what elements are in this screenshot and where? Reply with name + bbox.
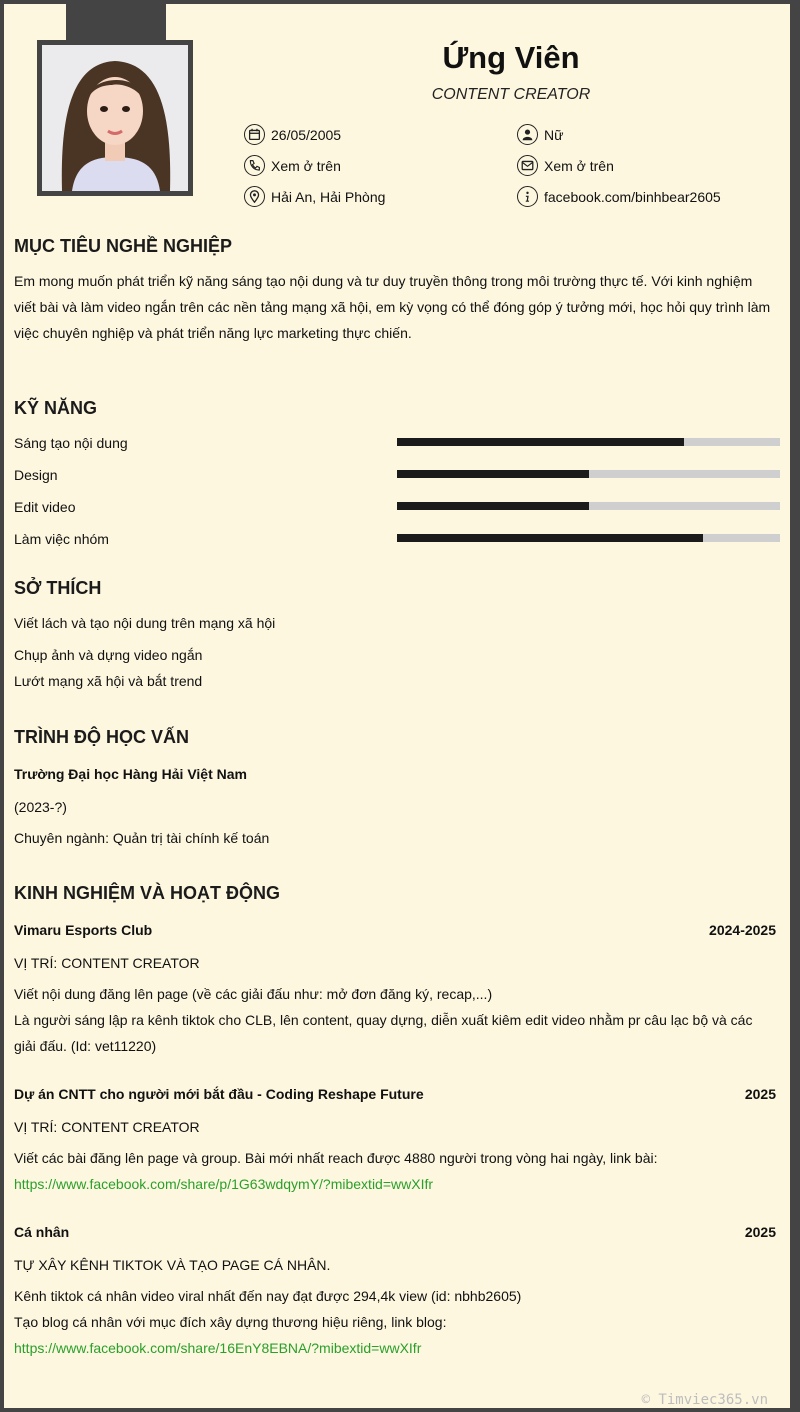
info-website-value: facebook.com/binhbear2605: [544, 188, 721, 205]
skill-name: Làm việc nhóm: [14, 531, 109, 547]
skill-bar-fill: [397, 470, 589, 478]
hobby-item: Viết lách và tạo nội dung trên mạng xã hội: [14, 615, 276, 631]
skill-bar: [397, 470, 780, 478]
info-phone: [244, 155, 341, 176]
experience-link[interactable]: https://www.facebook.com/share/p/1G63wdqymY/?mibextid=wwXIfr: [14, 1176, 434, 1192]
info-gender: [517, 124, 563, 145]
experience-position: VỊ TRÍ: CONTENT CREATOR: [14, 1119, 200, 1135]
experience-detail: Kênh tiktok cá nhân video viral nhất đến nay đạt được 294,4k view (id: nbhb2605): [14, 1288, 522, 1304]
skill-bar-fill: [397, 534, 703, 542]
skill-bar-fill: [397, 502, 589, 510]
skill-name: Design: [14, 467, 58, 483]
info-phone-value: Xem ở trên: [271, 157, 341, 174]
experience-year: 2025: [744, 1086, 776, 1102]
experience-detail: Tạo blog cá nhân với mục đích xây dựng thương hiệu riêng, link blog:: [14, 1314, 447, 1330]
section-title-experience: KINH NGHIỆM VÀ HOẠT ĐỘNG: [14, 883, 281, 903]
phone-icon: [244, 155, 265, 176]
calendar-icon: [244, 124, 265, 145]
experience-link[interactable]: https://www.facebook.com/share/16EnY8EBNA/?mibextid=wwXIfr: [14, 1340, 422, 1356]
hobby-item: Lướt mạng xã hội và bắt trend: [14, 673, 203, 689]
section-title-education: TRÌNH ĐỘ HỌC VẤN: [14, 727, 189, 747]
info-address-value: Hải An, Hải Phòng: [271, 188, 386, 205]
user-icon: [517, 124, 538, 145]
location-icon: [244, 186, 265, 207]
skill-bar: [397, 534, 780, 542]
candidate-role: CONTENT CREATOR: [431, 86, 591, 103]
experience-org: Cá nhân: [14, 1224, 70, 1240]
info-address: [244, 186, 385, 207]
header-tab-decoration: [66, 4, 166, 42]
section-title-skills: KỸ NĂNG: [14, 398, 98, 418]
watermark: © Timviec365.vn: [641, 1392, 768, 1408]
info-email-value: Xem ở trên: [544, 157, 614, 174]
skill-bar: [397, 438, 780, 446]
experience-org: Vimaru Esports Club: [14, 922, 153, 938]
experience-year: 2024-2025: [709, 922, 776, 938]
info-icon: [517, 186, 538, 207]
experience-detail: Là người sáng lập ra kênh tiktok cho CLB, lên content, quay dựng, diễn xuất kiêm edit video nhằm pr câu lạc bộ và các giải đấu. (Id: vet11220): [14, 1012, 753, 1054]
education-major: Chuyên ngành: Quản trị tài chính kế toán: [14, 830, 270, 846]
section-title-objective: MỤC TIÊU NGHỀ NGHIỆP: [14, 236, 233, 256]
skill-bar-fill: [397, 438, 684, 446]
email-icon: [517, 155, 538, 176]
candidate-name: Ứng Viên: [442, 40, 580, 75]
experience-org: Dự án CNTT cho người mới bắt đầu - Coding Reshape Future: [14, 1086, 424, 1102]
info-website: [517, 186, 721, 207]
skill-name: Edit video: [14, 499, 76, 515]
skill-bar: [397, 502, 780, 510]
info-dob-value: 26/05/2005: [271, 126, 342, 143]
section-title-hobbies: SỞ THÍCH: [14, 578, 102, 598]
experience-detail: Viết các bài đăng lên page và group. Bài mới nhất reach được 4880 người trong vòng hai ngày, link bài:: [14, 1150, 658, 1166]
info-email: [517, 155, 614, 176]
hobby-item: Chụp ảnh và dựng video ngắn: [14, 647, 203, 663]
info-gender-value: Nữ: [544, 126, 564, 143]
experience-year: 2025: [744, 1224, 776, 1240]
info-dob: [244, 124, 341, 145]
experience-detail: Viết nội dung đăng lên page (về các giải đấu như: mở đơn đăng ký, recap,...): [14, 986, 493, 1002]
education-school: Trường Đại học Hàng Hải Việt Nam: [14, 766, 247, 782]
objective-text: Em mong muốn phát triển kỹ năng sáng tạo nội dung và tư duy truyền thông trong môi trường thực tế. Với kinh nghiệm viết bài và làm video ngắn trên các nền tảng mạng xã hội, em kỳ vọng có thể đóng góp ý tưởng mới, học hỏi quy trình làm việc chuyên nghiệp và phát triển năng lực marketing thực chiến.: [14, 273, 771, 341]
experience-position: TỰ XÂY KÊNH TIKTOK VÀ TẠO PAGE CÁ NHÂN.: [14, 1257, 331, 1273]
education-years: (2023-?): [14, 799, 67, 815]
experience-position: VỊ TRÍ: CONTENT CREATOR: [14, 955, 200, 971]
avatar-photo: [37, 40, 193, 196]
skill-name: Sáng tạo nội dung: [14, 435, 128, 451]
